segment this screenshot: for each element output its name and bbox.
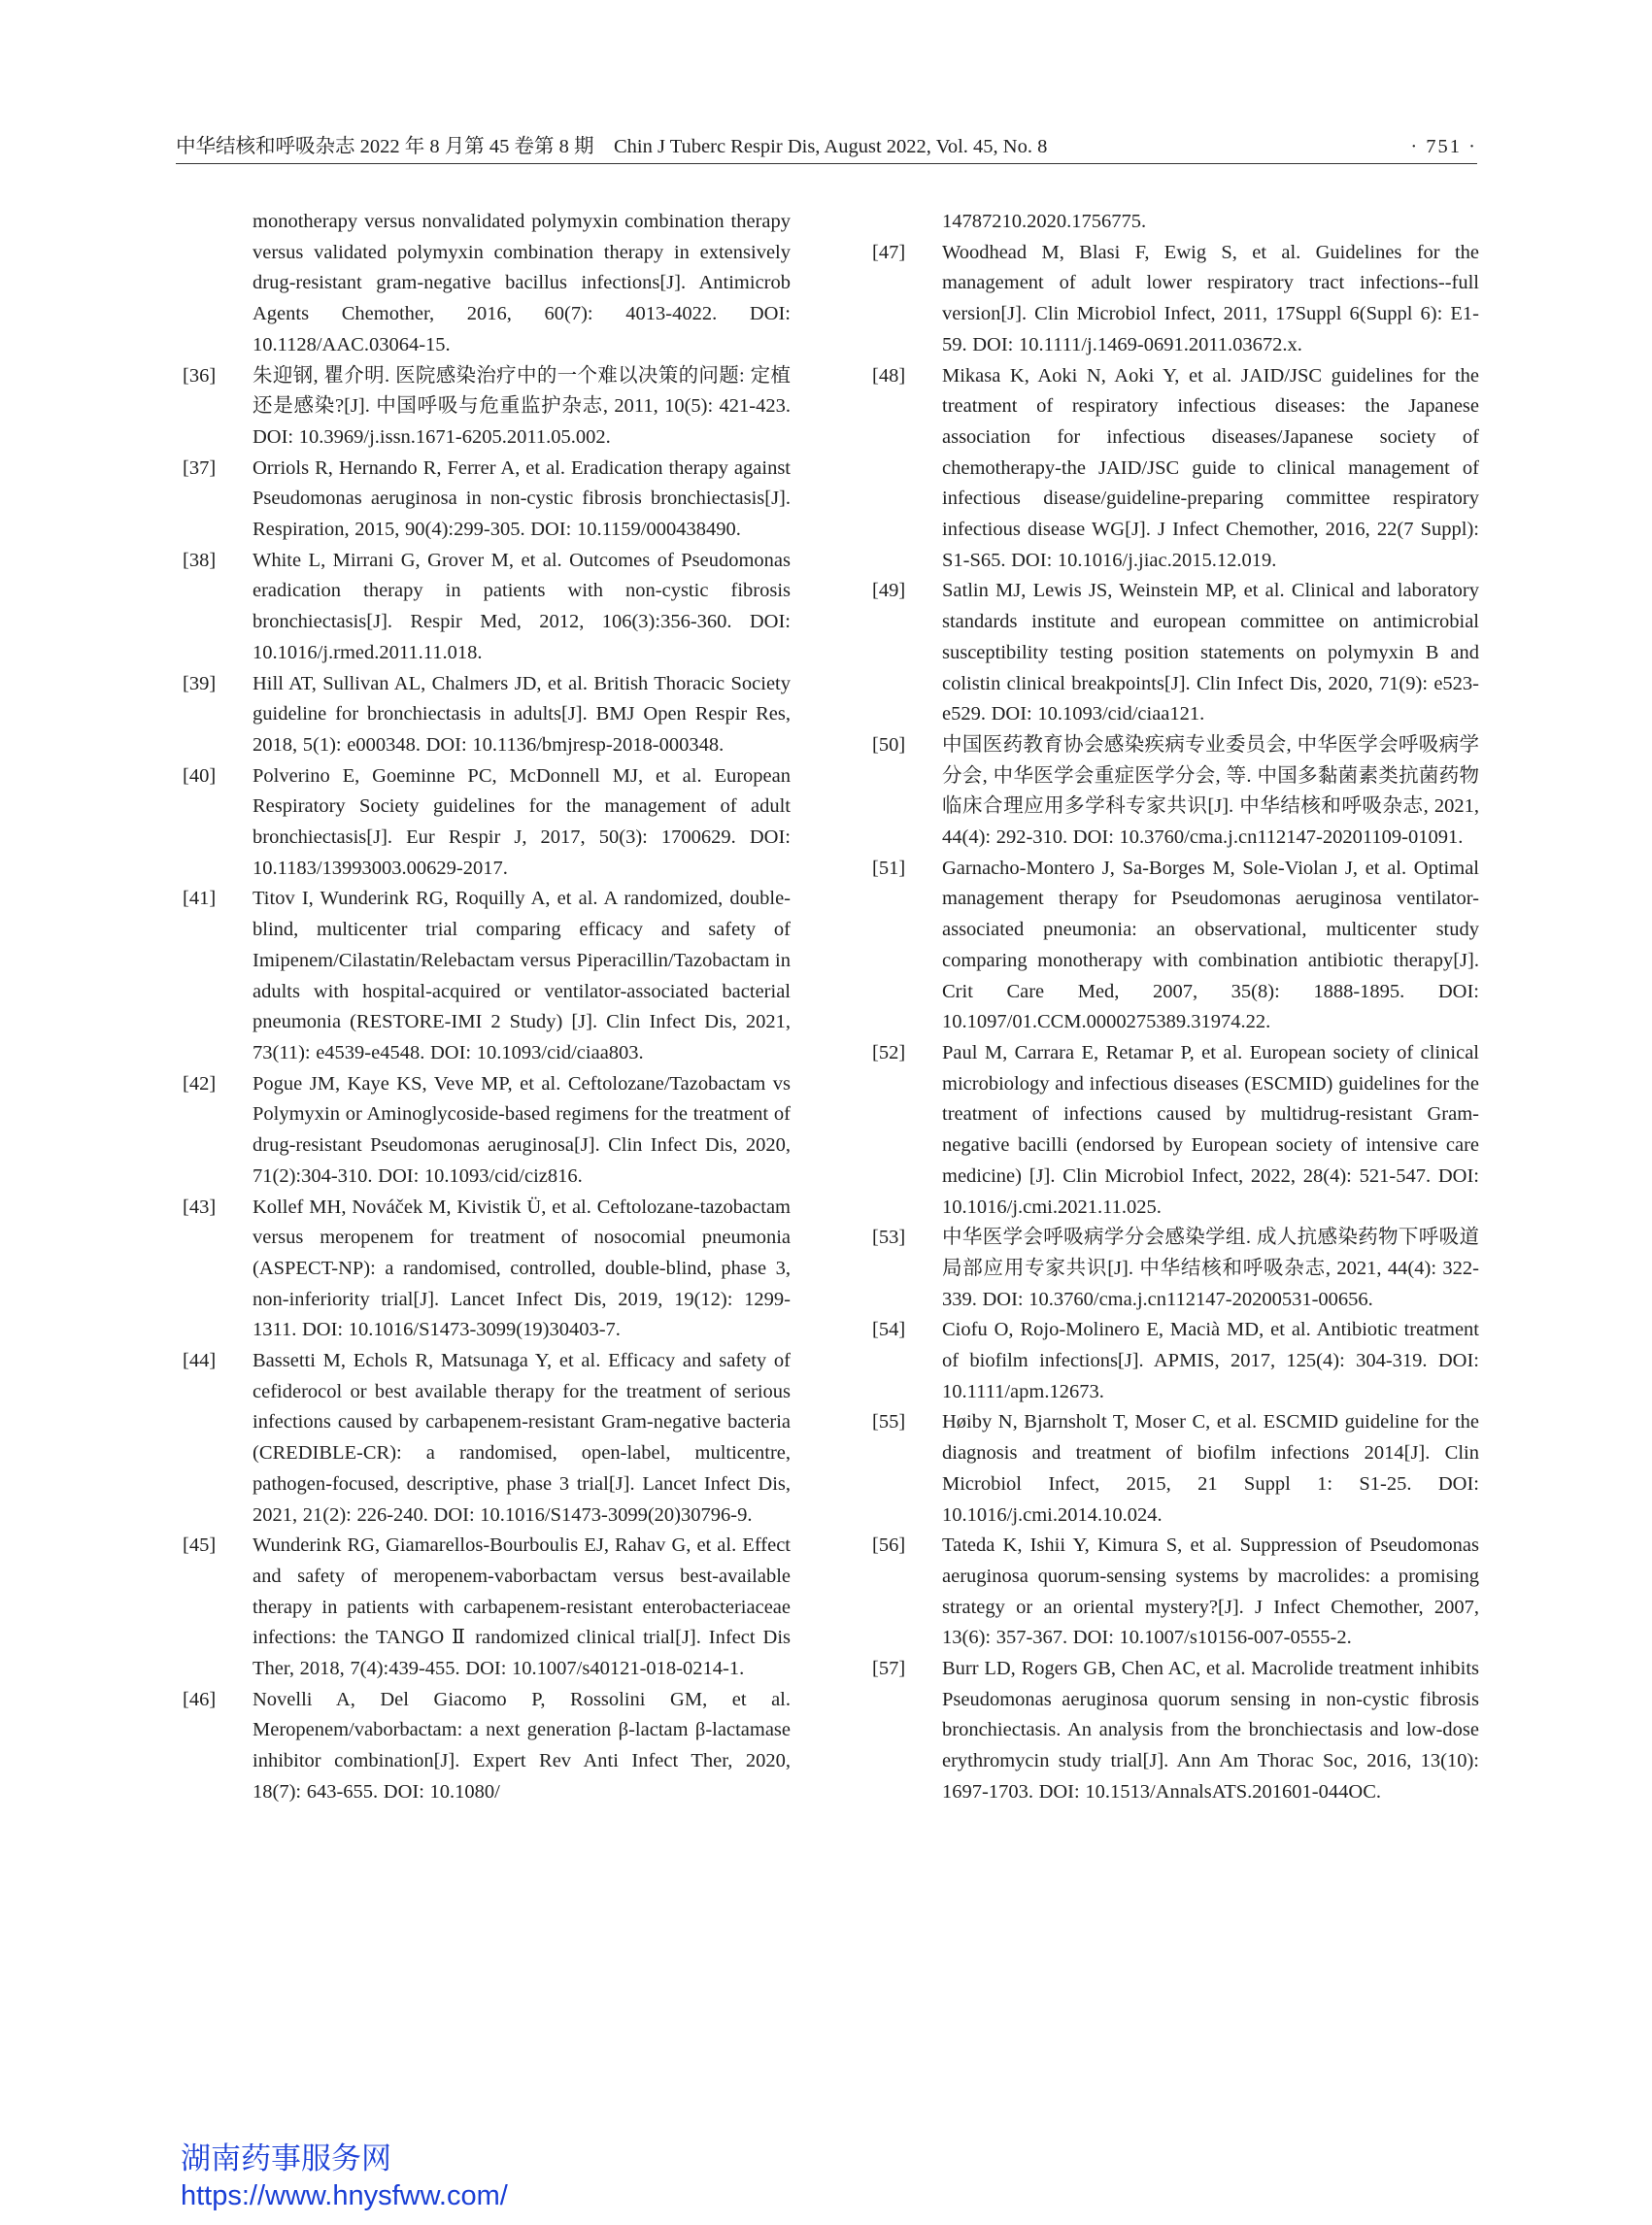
reference-text: Woodhead M, Blasi F, Ewig S, et al. Guidelines for the management of adult lower respiratory tract infections--full version[J]. Clin Microbiol Infect, 2011, 17Suppl 6(Suppl 6): E1-59. DOI: 10.1111/j.1469-0691.2011.03672.x. bbox=[942, 241, 1479, 355]
reference-number: [48] bbox=[872, 364, 906, 387]
reference-number: [36] bbox=[183, 364, 217, 387]
reference-text: Hill AT, Sullivan AL, Chalmers JD, et al. British Thoracic Society guideline for bronchiectasis in adults[J]. BMJ Open Respir Res, 2018, 5(1): e000348. DOI: 10.1136/bmjresp-2018-000348. bbox=[253, 672, 791, 756]
reference-text: Burr LD, Rogers GB, Chen AC, et al. Macrolide treatment inhibits Pseudomonas aeruginosa quorum sensing in non-cystic fibrosis bronchiectasis. An analysis from the bronchiectasis and low-dose erythromycin study trial[J]. Ann Am Thorac Soc, 2016, 13(10): 1697-1703. DOI: 10.1513/AnnalsATS.201601-044OC. bbox=[942, 1658, 1479, 1803]
left-column bbox=[183, 207, 791, 1808]
journal-citation-header: 中华结核和呼吸杂志 2022 年 8 月第 45 卷第 8 期 Chin J Tuberc Respir Dis, August 2022, Vol. 45, No. 8 bbox=[176, 136, 1048, 157]
reference-number: [43] bbox=[183, 1196, 217, 1218]
reference-item bbox=[872, 576, 1479, 730]
reference-item bbox=[872, 730, 1479, 854]
reference-number: [42] bbox=[183, 1072, 217, 1095]
reference-item bbox=[872, 207, 1479, 238]
page-number: · 751 · bbox=[1410, 136, 1477, 157]
reference-number: [52] bbox=[872, 1041, 906, 1063]
reference-item bbox=[872, 1223, 1479, 1315]
reference-number: [53] bbox=[872, 1227, 906, 1249]
reference-text: White L, Mirrani G, Grover M, et al. Outcomes of Pseudomonas eradication therapy in patients with non-cystic fibrosis bronchiectasis[J]. Respir Med, 2012, 106(3):356-360. DOI: 10.1016/j.rmed.2011.11.018. bbox=[253, 549, 791, 663]
watermark-url-link[interactable]: https://www.hnysfww.com/ bbox=[181, 2180, 508, 2211]
watermark-site-name: 湖南药事服务网 bbox=[181, 2141, 391, 2176]
reference-item bbox=[183, 546, 791, 669]
reference-item bbox=[183, 207, 791, 361]
reference-text: Novelli A, Del Giacomo P, Rossolini GM, et al. Meropenem/vaborbactam: a next generation β-lactam β-lactamase inhibitor combination[J]. Expert Rev Anti Infect Ther, 2020, 18(7): 643-655. DOI: 10.1080/ bbox=[253, 1688, 791, 1803]
reference-number: [56] bbox=[872, 1534, 906, 1557]
reference-item bbox=[183, 1069, 791, 1193]
reference-text: Tateda K, Ishii Y, Kimura S, et al. Suppression of Pseudomonas aeruginosa quorum-sensing systems by macrolides: a promising strategy or an oriental mystery?[J]. J Infect Chemother, 2007, 13(6): 357-367. DOI: 10.1007/s10156-007-0555-2. bbox=[942, 1534, 1479, 1649]
reference-text: Wunderink RG, Giamarellos-Bourboulis EJ, Rahav G, et al. Effect and safety of meropenem-vaborbactam versus best-available therapy in patients with carbapenem-resistant enterobacteriaceae infections: the TANGO Ⅱ randomized clinical trial[J]. Infect Dis Ther, 2018, 7(4):439-455. DOI: 10.1007/s40121-018-0214-1. bbox=[253, 1534, 791, 1680]
reference-text: Polverino E, Goeminne PC, McDonnell MJ, et al. European Respiratory Society guidelines for the management of adult bronchiectasis[J]. Eur Respir J, 2017, 50(3): 1700629. DOI: 10.1183/13993003.00629-2017. bbox=[253, 764, 791, 879]
reference-text: Satlin MJ, Lewis JS, Weinstein MP, et al. Clinical and laboratory standards institute and european committee on antimicrobial susceptibility testing position statements on polymyxin B and colistin clinical breakpoints[J]. Clin Infect Dis, 2020, 71(9): e523-e529. DOI: 10.1093/cid/ciaa121. bbox=[942, 580, 1479, 725]
reference-number: [46] bbox=[183, 1688, 217, 1710]
reference-item bbox=[872, 1654, 1479, 1808]
reference-number: [38] bbox=[183, 549, 217, 571]
reference-item bbox=[183, 1193, 791, 1347]
reference-text: Titov I, Wunderink RG, Roquilly A, et al. A randomized, double-blind, multicenter trial comparing efficacy and safety of Imipenem/Cilastatin/Relebactam versus Piperacillin/Tazobactam in adults with hospital-acquired or ventilator-associated bacterial pneumonia (RESTORE-IMI 2 Study) [J]. Clin Infect Dis, 2021, 73(11): e4539-e4548. DOI: 10.1093/cid/ciaa803. bbox=[253, 888, 791, 1063]
reference-text: Kollef MH, Nováček M, Kivistik Ü, et al. Ceftolozane-tazobactam versus meropenem for treatment of nosocomial pneumonia (ASPECT-NP): a randomised, controlled, double-blind, phase 3, non-inferiority trial[J]. Lancet Infect Dis, 2019, 19(12): 1299-1311. DOI: 10.1016/S1473-3099(19)30403-7. bbox=[253, 1196, 791, 1341]
reference-item bbox=[872, 1315, 1479, 1407]
reference-number: [50] bbox=[872, 733, 906, 756]
reference-text: Pogue JM, Kaye KS, Veve MP, et al. Ceftolozane/Tazobactam vs Polymyxin or Aminoglycoside-based regimens for the treatment of drug-resistant Pseudomonas aeruginosa[J]. Clin Infect Dis, 2020, 71(2):304-310. DOI: 10.1093/cid/ciz816. bbox=[253, 1072, 791, 1187]
reference-item bbox=[183, 884, 791, 1068]
reference-item bbox=[183, 761, 791, 885]
reference-item bbox=[872, 361, 1479, 577]
reference-text: Ciofu O, Rojo-Molinero E, Macià MD, et al. Antibiotic treatment of biofilm infections[J]. APMIS, 2017, 125(4): 304-319. DOI: 10.1111/apm.12673. bbox=[942, 1319, 1479, 1402]
reference-item bbox=[183, 1346, 791, 1531]
reference-item bbox=[872, 1407, 1479, 1531]
reference-item bbox=[872, 1038, 1479, 1223]
reference-number: [55] bbox=[872, 1411, 906, 1433]
reference-number: [41] bbox=[183, 888, 217, 910]
reference-item bbox=[872, 854, 1479, 1038]
reference-text: Bassetti M, Echols R, Matsunaga Y, et al. Efficacy and safety of cefiderocol or best available therapy for the treatment of serious infections caused by carbapenem-resistant Gram-negative bacteria (CREDIBLE-CR): a randomised, open-label, multicentre, pathogen-focused, descriptive, phase 3 trial[J]. Lancet Infect Dis, 2021, 21(2): 226-240. DOI: 10.1016/S1473-3099(20)30796-9. bbox=[253, 1350, 791, 1526]
site-watermark bbox=[181, 2140, 508, 2213]
reference-number: [45] bbox=[183, 1534, 217, 1557]
reference-item bbox=[872, 1531, 1479, 1654]
reference-number: [57] bbox=[872, 1658, 906, 1680]
reference-item bbox=[183, 669, 791, 761]
reference-number: [54] bbox=[872, 1319, 906, 1341]
reference-text: 朱迎钢, 瞿介明. 医院感染治疗中的一个难以决策的问题: 定植还是感染?[J]. 中国呼吸与危重监护杂志, 2011, 10(5): 421-423. DOI: 10.3969/j.issn.1671-6205.2011.05.002. bbox=[253, 364, 791, 448]
reference-number: [49] bbox=[872, 580, 906, 602]
right-column bbox=[872, 207, 1479, 1808]
reference-number: [51] bbox=[872, 857, 906, 879]
running-header bbox=[176, 132, 1477, 164]
reference-text: 中国医药教育协会感染疾病专业委员会, 中华医学会呼吸病学分会, 中华医学会重症医学分会, 等. 中国多黏菌素类抗菌药物临床合理应用多学科专家共识[J]. 中华结核和呼吸杂志, 2021, 44(4): 292-310. DOI: 10.3760/cma.j.cn112147-20201109-01091. bbox=[942, 733, 1479, 849]
reference-item bbox=[872, 238, 1479, 361]
reference-item bbox=[183, 1685, 791, 1808]
reference-text: 中华医学会呼吸病学分会感染学组. 成人抗感染药物下呼吸道局部应用专家共识[J]. 中华结核和呼吸杂志, 2021, 44(4): 322-339. DOI: 10.3760/cma.j.cn112147-20200531-00656. bbox=[942, 1227, 1479, 1310]
reference-text: Mikasa K, Aoki N, Aoki Y, et al. JAID/JSC guidelines for the treatment of respiratory infectious diseases: the Japanese association for infectious diseases/Japanese society of chemotherapy-the JAID/JSC guide to clinical management of infectious disease/guideline-preparing committee respiratory infectious disease WG[J]. J Infect Chemother, 2016, 22(7 Suppl): S1-S65. DOI: 10.1016/j.jiac.2015.12.019. bbox=[942, 364, 1479, 571]
reference-number: [39] bbox=[183, 672, 217, 694]
reference-number: [37] bbox=[183, 456, 217, 479]
reference-number: [44] bbox=[183, 1350, 217, 1372]
reference-text: 14787210.2020.1756775. bbox=[942, 211, 1147, 232]
reference-number: [47] bbox=[872, 241, 906, 263]
reference-item bbox=[183, 454, 791, 546]
reference-text: Paul M, Carrara E, Retamar P, et al. European society of clinical microbiology and infectious diseases (ESCMID) guidelines for the treatment of infections caused by multidrug-resistant Gram-negative bacilli (endorsed by European society of intensive care medicine) [J]. Clin Microbiol Infect, 2022, 28(4): 521-547. DOI: 10.1016/j.cmi.2021.11.025. bbox=[942, 1041, 1479, 1218]
reference-item bbox=[183, 1531, 791, 1685]
reference-text: monotherapy versus nonvalidated polymyxin combination therapy versus validated polymyxin combination therapy in extensively drug-resistant gram-negative bacillus infections[J]. Antimicrob Agents Chemother, 2016, 60(7): 4013-4022. DOI: 10.1128/AAC.03064-15. bbox=[253, 211, 791, 355]
reference-text: Høiby N, Bjarnsholt T, Moser C, et al. ESCMID guideline for the diagnosis and treatment of biofilm infections 2014[J]. Clin Microbiol Infect, 2015, 21 Suppl 1: S1-25. DOI: 10.1016/j.cmi.2014.10.024. bbox=[942, 1411, 1479, 1526]
reference-text: Garnacho-Montero J, Sa-Borges M, Sole-Violan J, et al. Optimal management therapy for Pseudomonas aeruginosa ventilator-associated pneumonia: an observational, multicenter study comparing monotherapy with combination antibiotic therapy[J]. Crit Care Med, 2007, 35(8): 1888-1895. DOI: 10.1097/01.CCM.0000275389.31974.22. bbox=[942, 857, 1479, 1033]
reference-number: [40] bbox=[183, 764, 217, 787]
reference-text: Orriols R, Hernando R, Ferrer A, et al. Eradication therapy against Pseudomonas aeruginosa in non-cystic fibrosis bronchiectasis[J]. Respiration, 2015, 90(4):299-305. DOI: 10.1159/000438490. bbox=[253, 456, 791, 541]
reference-item bbox=[183, 361, 791, 454]
